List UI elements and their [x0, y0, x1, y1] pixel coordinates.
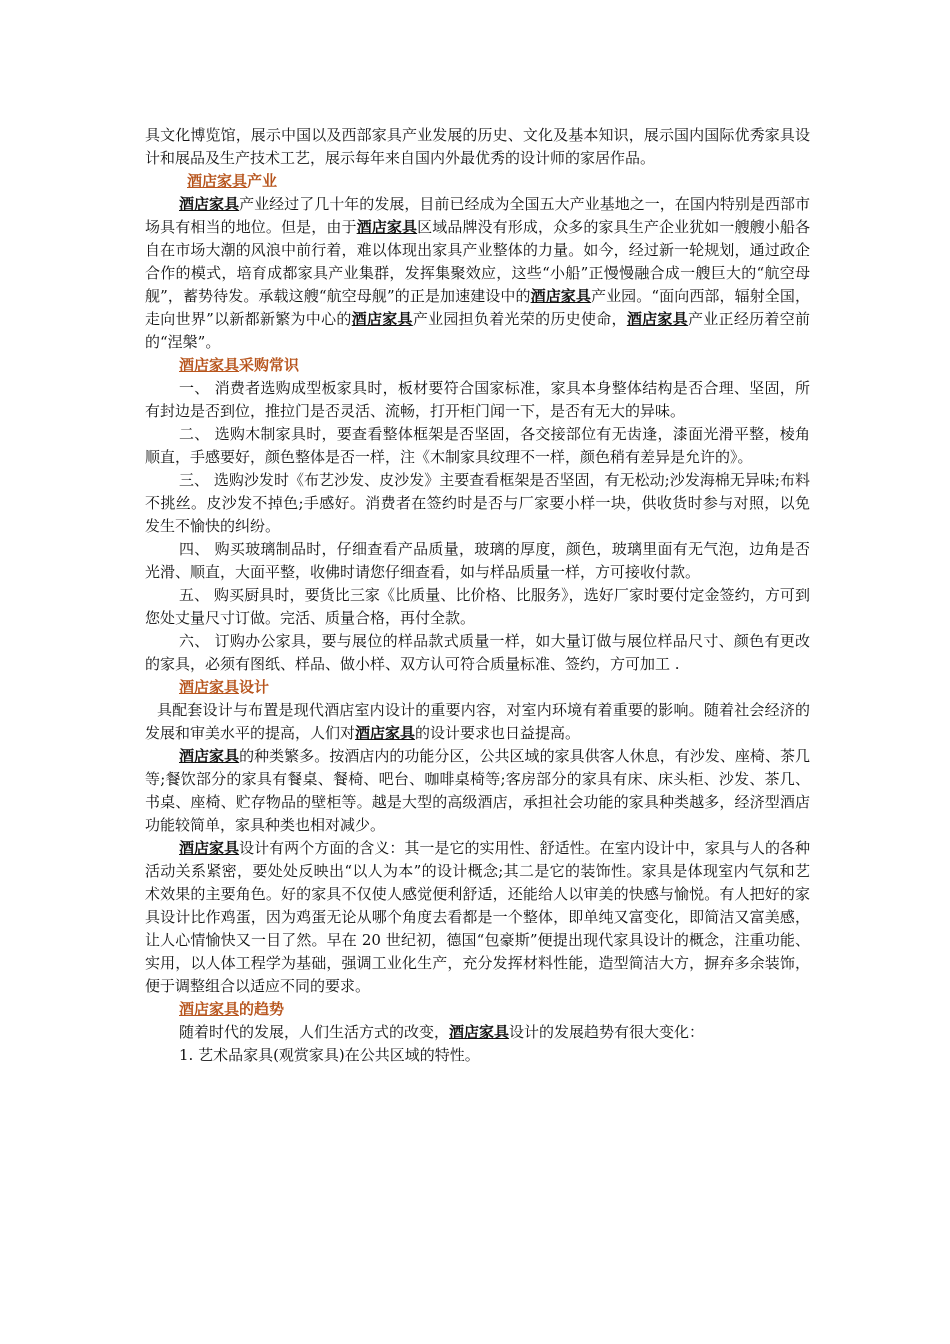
keyword-link[interactable]: 酒店家具: [626, 310, 688, 328]
keyword-link[interactable]: 酒店家具: [179, 356, 240, 374]
heading-text: 设计: [239, 678, 270, 696]
purchase-item-3: 三、 选购沙发时《布艺沙发、皮沙发》主要查看框架是否坚固，有无松动;沙发海棉无异味;布料不挑丝。皮沙发不掉色;手感好。消费者在签约时是否与厂家要小样一块，供收货时参与对照，以免发生不愉快的纠纷。: [145, 471, 810, 535]
section-heading-trend: [145, 998, 810, 1021]
section-heading-design: [145, 676, 810, 699]
purchase-item-1: 一、 消费者选购成型板家具时，板材要符合国家标准，家具本身整体结构是否合理、坚固，所有封边是否到位，推拉门是否灵活、流畅，打开柜门闻一下，是否有无大的异味。: [145, 379, 810, 420]
paragraph-text: 具配套设计与布置是现代酒店室内设计的重要内容，对室内环境有着重要的影响。随着社会经济的发展和审美水平的提高，人们对: [145, 701, 810, 742]
paragraph-text: 产业园担负着光荣的历史使命，: [412, 310, 627, 328]
keyword-link[interactable]: 酒店家具: [351, 310, 413, 328]
trend-paragraph: [145, 1021, 810, 1044]
keyword-link[interactable]: 酒店家具: [449, 1023, 510, 1041]
purchase-item-5: 五、 购买厨具时，要货比三家《比质量、比价格、比服务》，选好厂家时要付定金签约，方可到您处丈量尺寸订做。完活、质量合格，再付全款。: [145, 586, 810, 627]
purchase-item-2: 二、 选购木制家具时，要查看整体框架是否坚固，各交接部位有无齿逢，漆面光滑平整，棱角顺直，手感要好，颜色整体是否一样，注《木制家具纹理不一样，颜色稍有差异是允许的》。: [145, 425, 810, 466]
design-paragraph-2: [145, 745, 810, 837]
paragraph-text: 的种类繁多。按酒店内的功能分区，公共区域的家具供客人休息，有沙发、座椅、茶几等;餐饮部分的家具有餐桌、餐椅、吧台、咖啡桌椅等;客房部分的家具有床、床头柜、沙发、茶几、书桌、座椅、贮存物品的壁柜等。越是大型的高级酒店，承担社会功能的家具种类越多，经济型酒店功能较简单，家具种类也相对减少。: [145, 747, 810, 834]
purchase-item-6: 六、 订购办公家具，要与展位的样品款式质量一样，如大量订做与展位样品尺寸、颜色有更改的家具，必须有图纸、样品、做小样、双方认可符合质量标准、签约，方可加工 .: [145, 632, 810, 673]
trend-item-1: 1. 艺术品家具(观赏家具)在公共区域的特性。: [179, 1046, 480, 1064]
design-paragraph-3: [145, 837, 810, 998]
heading-text: 采购常识: [239, 356, 300, 374]
design-paragraph-1: [145, 699, 810, 745]
keyword-link[interactable]: 酒店家具: [179, 195, 240, 213]
keyword-link[interactable]: 酒店家具: [187, 172, 248, 190]
keyword-link[interactable]: 酒店家具: [179, 678, 240, 696]
keyword-link[interactable]: 酒店家具: [356, 218, 418, 236]
keyword-link[interactable]: 酒店家具: [355, 724, 416, 742]
paragraph-text: 设计的发展趋势有很大变化：: [509, 1023, 705, 1041]
paragraph-text: 产业经过了几十年的发展，目前已经成为全国五大产业基地之一，在国内特别是西部市场具有相当的地位。但是，由于: [145, 195, 810, 236]
keyword-link[interactable]: 酒店家具: [179, 839, 240, 857]
industry-paragraph: [145, 193, 810, 354]
keyword-link[interactable]: 酒店家具: [530, 287, 591, 305]
paragraph-text: 区域品牌没有形成，众多的家具生产企业犹如一艘艘小船各自在市场大潮的风浪中前行着，难以体现出家具产业整体的力量。如今，经过新一轮规划，通过政企合作的模式，培育成都家具产业集群，发挥集聚效应，这些“小船”正慢慢融合成一艘巨大的“航空母舰”，蓄势待发。承载这艘“航空母舰”的正是加速建设中的: [145, 218, 810, 305]
keyword-link[interactable]: 酒店家具: [179, 747, 240, 765]
document-page: [145, 124, 810, 1067]
heading-text: 产业: [247, 172, 278, 190]
paragraph-text: 的设计要求也日益提高。: [415, 724, 581, 742]
purchase-item-4: 四、 购买玻璃制品时，仔细查看产品质量，玻璃的厚度，颜色，玻璃里面有无气泡，边角是否光滑、顺直，大面平整，收佛时请您仔细查看，如与样品质量一样，方可接收付款。: [145, 540, 810, 581]
paragraph-text: 随着时代的发展，人们生活方式的改变，: [179, 1023, 450, 1041]
paragraph-text: 产业正经历着空前的“涅槃”。: [145, 310, 810, 351]
paragraph-text: 设计有两个方面的含义：其一是它的实用性、舒适性。在室内设计中，家具与人的各种活动关系紧密，要处处反映出“以人为本”的设计概念;其二是它的装饰性。家具是体现室内气氛和艺术效果的主要角色。好的家具不仅使人感觉便利舒适，还能给人以审美的快感与愉悦。有人把好的家具设计比作鸡蛋，因为鸡蛋无论从哪个角度去看都是一个整体，即单纯又富变化，即简洁又富美感，让人心情愉快又一目了然。早在 20 世纪初，德国“包豪斯”便提出现代家具设计的概念，注重功能、实用，以人体工程学为基础，强调工业化生产，充分发挥材料性能，造型简洁大方，摒弃多余装饰，便于调整组合以适应不同的要求。: [145, 839, 810, 995]
section-heading-industry: [145, 170, 810, 193]
keyword-link[interactable]: 酒店家具: [179, 1000, 240, 1018]
heading-text: 的趋势: [239, 1000, 285, 1018]
intro-paragraph: 具文化博览馆，展示中国以及西部家具产业发展的历史、文化及基本知识，展示国内国际优秀家具设计和展品及生产技术工艺，展示每年来自国内外最优秀的设计师的家居作品。: [145, 126, 810, 167]
section-heading-purchase: [145, 354, 810, 377]
paragraph-text: 产业园。“面向西部，辐射全国，走向世界”以新都新繁为中心的: [145, 287, 810, 328]
